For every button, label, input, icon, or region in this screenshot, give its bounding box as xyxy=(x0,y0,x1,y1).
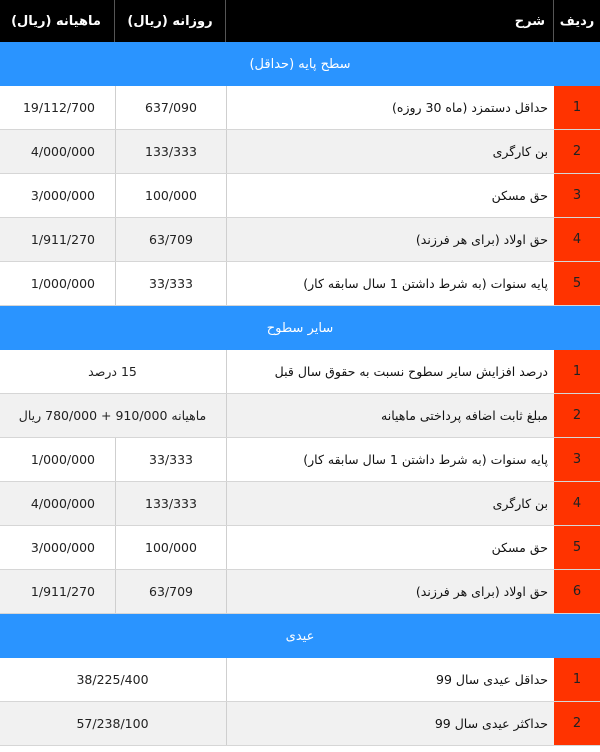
row-merged-value: 57/238/100 xyxy=(76,716,149,731)
table-row xyxy=(0,394,600,438)
row-merged-value: 38/225/400 xyxy=(76,672,149,687)
table-row xyxy=(0,174,600,218)
section-eidi-bonus: عیدی xyxy=(0,614,600,658)
table-row xyxy=(0,262,600,306)
row-description: مبلغ ثابت اضافه پرداختی ماهیانه xyxy=(226,394,554,437)
row-monthly: 1/000/000 xyxy=(30,276,95,291)
table-row xyxy=(0,218,600,262)
row-number: 1 xyxy=(554,658,600,701)
row-description: بن کارگری xyxy=(226,482,554,525)
row-daily: 100/000 xyxy=(115,526,226,569)
row-number: 5 xyxy=(554,262,600,305)
row-description: حق اولاد (برای هر فرزند) xyxy=(226,570,554,613)
header-row-number: ردیف xyxy=(553,0,600,42)
row-daily: 133/333 xyxy=(115,130,226,173)
row-number: 2 xyxy=(554,130,600,173)
row-monthly: 4/000/000 xyxy=(30,144,95,159)
row-description: حداقل عیدی سال 99 xyxy=(226,658,554,701)
row-number: 2 xyxy=(554,702,600,745)
row-daily: 637/090 xyxy=(115,86,226,129)
row-description: بن کارگری xyxy=(226,130,554,173)
row-merged-value: 15 درصد xyxy=(88,364,137,379)
row-description: پایه سنوات (به شرط داشتن 1 سال سابقه کار) xyxy=(226,262,554,305)
row-daily: 33/333 xyxy=(115,438,226,481)
row-monthly: 3/000/000 xyxy=(30,540,95,555)
header-daily: روزانه (ریال) xyxy=(114,0,225,42)
row-daily: 33/333 xyxy=(115,262,226,305)
row-daily: 63/709 xyxy=(115,218,226,261)
row-monthly: 1/000/000 xyxy=(30,452,95,467)
row-number: 5 xyxy=(554,526,600,569)
table-row xyxy=(0,482,600,526)
row-monthly: 3/000/000 xyxy=(30,188,95,203)
row-number: 1 xyxy=(554,86,600,129)
row-description: حق مسکن xyxy=(226,174,554,217)
row-description: حق اولاد (برای هر فرزند) xyxy=(226,218,554,261)
table-row xyxy=(0,86,600,130)
row-monthly: 19/112/700 xyxy=(22,100,95,115)
table-row xyxy=(0,702,600,746)
table-row xyxy=(0,350,600,394)
row-number: 4 xyxy=(554,482,600,525)
table-header xyxy=(0,0,600,42)
section-base-level: سطح پایه (حداقل) xyxy=(0,42,600,86)
row-number: 3 xyxy=(554,174,600,217)
header-monthly: ماهیانه (ریال) xyxy=(11,13,101,29)
table-row xyxy=(0,570,600,614)
row-description: درصد افزایش سایر سطوح نسبت به حقوق سال قبل xyxy=(226,350,554,393)
table-row xyxy=(0,438,600,482)
row-number: 1 xyxy=(554,350,600,393)
row-number: 2 xyxy=(554,394,600,437)
table-row xyxy=(0,658,600,702)
row-number: 6 xyxy=(554,570,600,613)
row-monthly: 1/911/270 xyxy=(30,232,95,247)
row-daily: 100/000 xyxy=(115,174,226,217)
row-number: 3 xyxy=(554,438,600,481)
row-daily: 63/709 xyxy=(115,570,226,613)
row-monthly: 1/911/270 xyxy=(30,584,95,599)
table-row xyxy=(0,130,600,174)
row-description: پایه سنوات (به شرط داشتن 1 سال سابقه کار) xyxy=(226,438,554,481)
header-description: شرح xyxy=(225,0,553,42)
row-daily: 133/333 xyxy=(115,482,226,525)
row-description: حداقل دستمزد (ماه 30 روزه) xyxy=(226,86,554,129)
row-number: 4 xyxy=(554,218,600,261)
row-description: حق مسکن xyxy=(226,526,554,569)
table-row xyxy=(0,526,600,570)
section-other-levels: سایر سطوح xyxy=(0,306,600,350)
row-monthly: 4/000/000 xyxy=(30,496,95,511)
row-merged-value: ماهیانه 910/000 + 780/000 ریال xyxy=(18,408,207,423)
row-description: حداکثر عیدی سال 99 xyxy=(226,702,554,745)
